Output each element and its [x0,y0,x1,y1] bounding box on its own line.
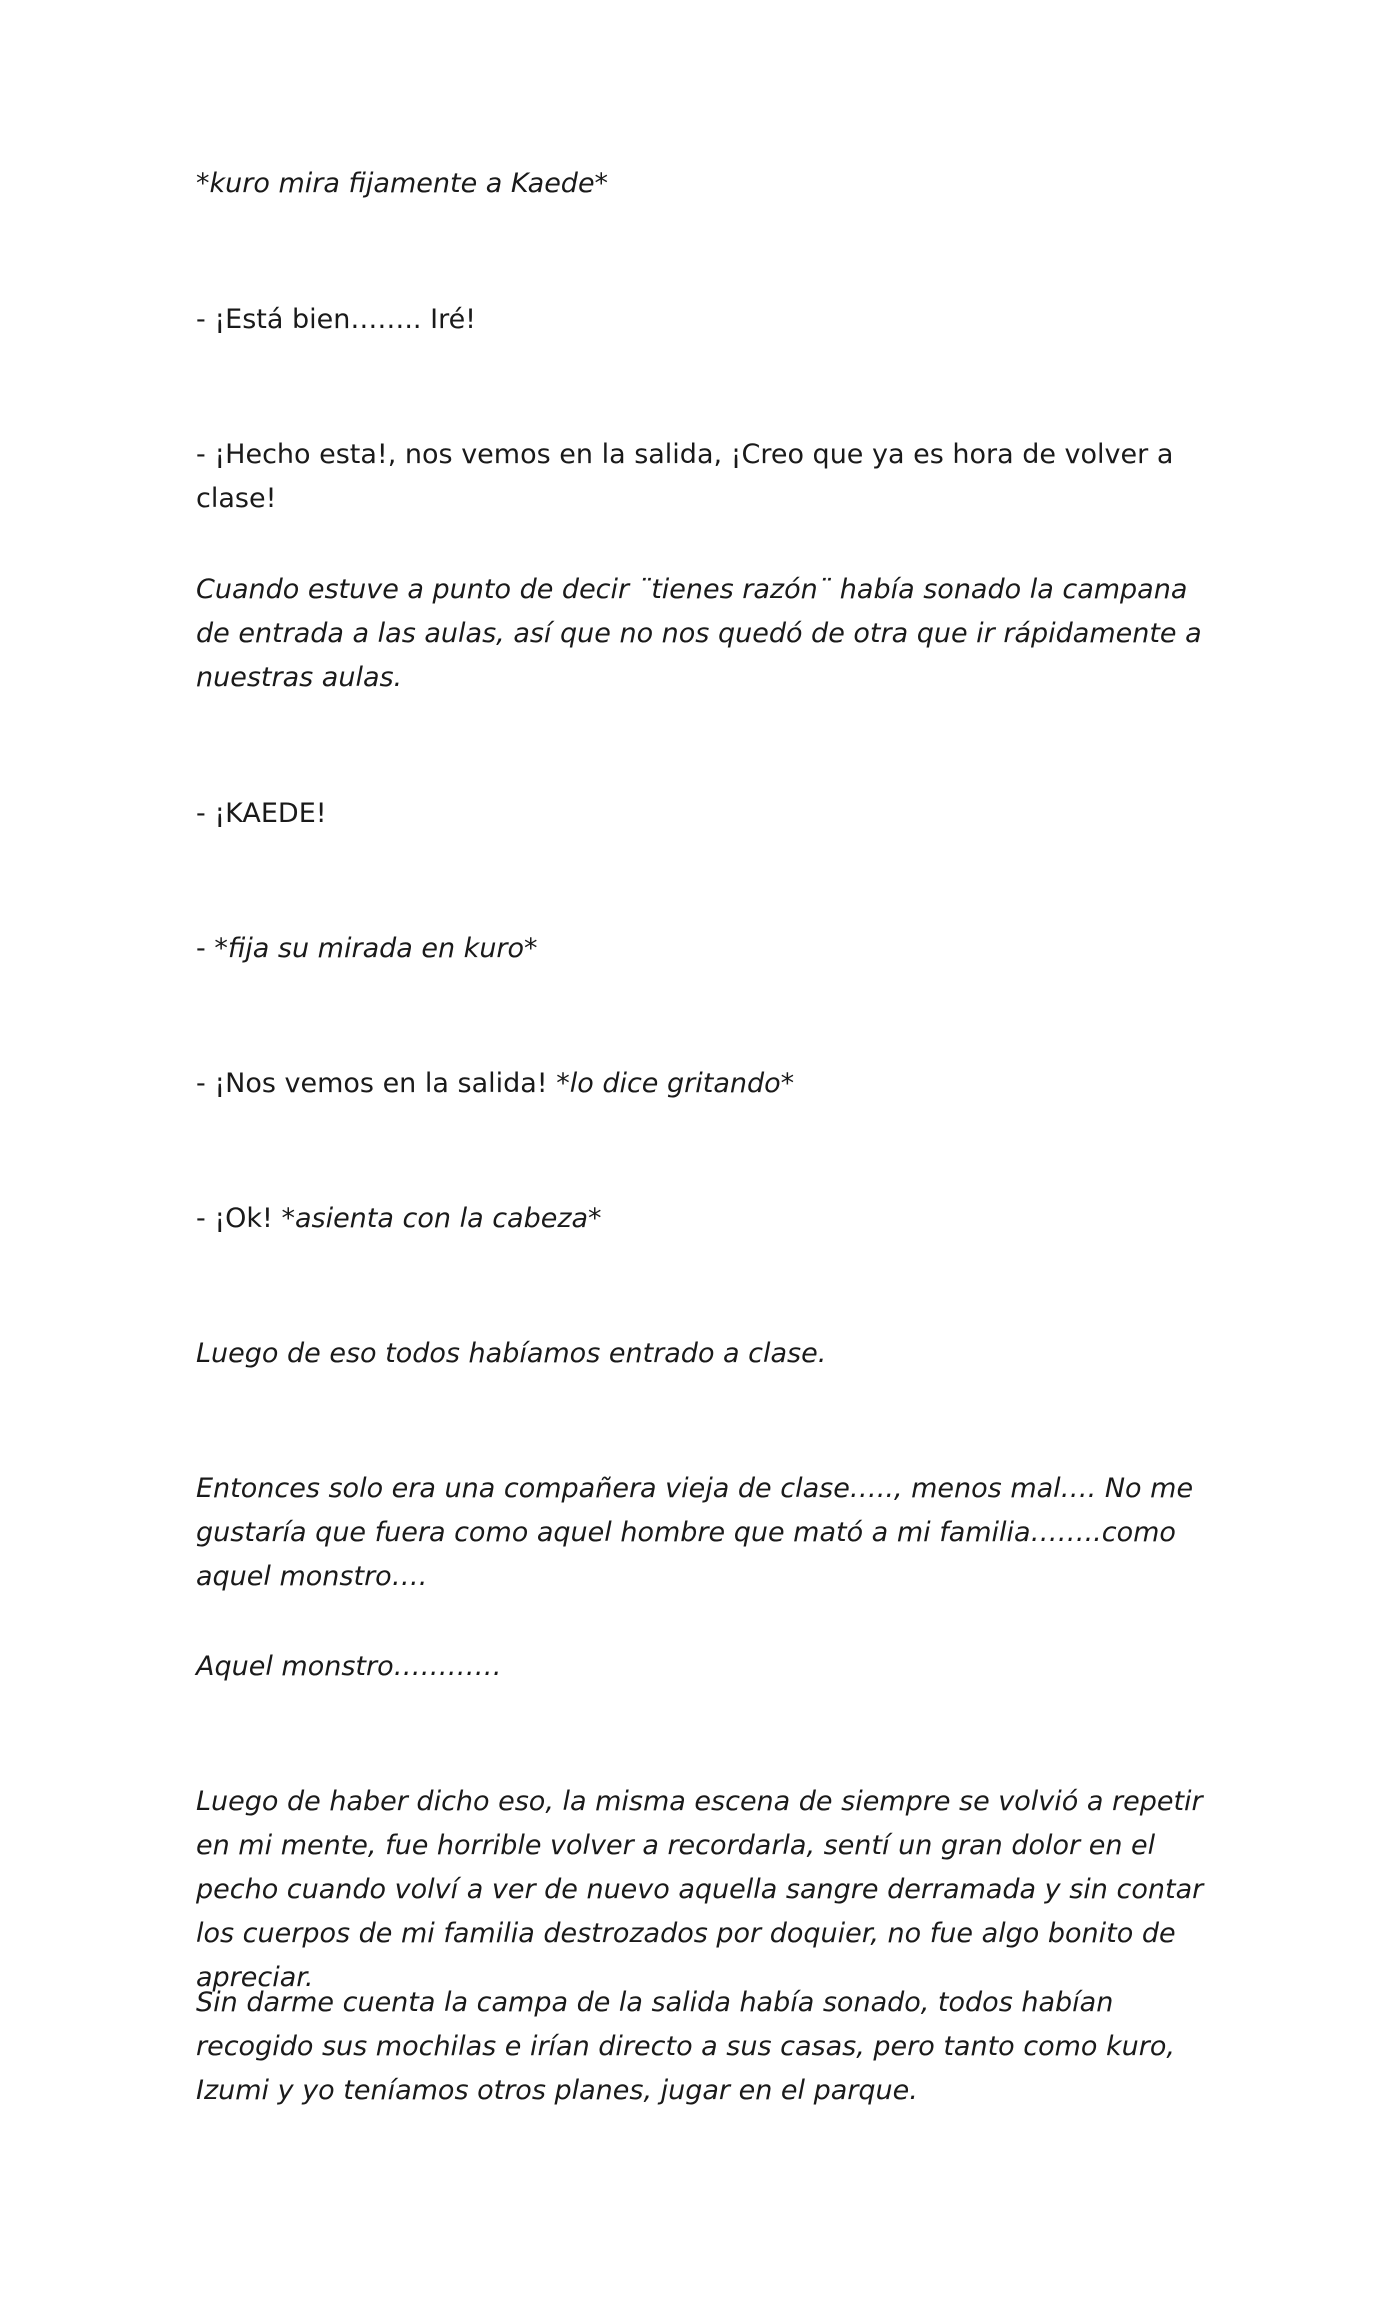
paragraph-1 [196,162,1216,206]
paragraph-7 [196,1062,1216,1106]
paragraph-6 [196,927,1216,971]
paragraph-10 [196,1467,1216,1599]
paragraph-4 [196,568,1216,700]
paragraph-13-text: Sin darme cuenta la campa de la salida había sonado, todos habían recogido sus mochilas e irían directo a sus casas, pero tanto como kuro, Izumi y yo teníamos otros planes, jugar en el parque. [196,1987,1175,2106]
paragraph-8-dialogue: - ¡Ok! [196,1203,282,1234]
paragraph-1-text: *kuro mira fijamente a Kaede* [196,168,609,199]
paragraph-9 [196,1332,1216,1376]
paragraph-3-text: - ¡Hecho esta!, nos vemos en la salida, ¡Creo que ya es hora de volver a clase! [196,439,1174,514]
paragraph-8-action: *asienta con la cabeza* [281,1203,602,1234]
paragraph-2-text: - ¡Está bien…….. Iré! [196,304,477,335]
paragraph-12-text: Luego de haber dicho eso, la misma escena de siempre se volvió a repetir en mi mente, fue horrible volver a recordarla, sentí un gran dolor en el pecho cuando volví a ver de nuevo aquella sangre derramada y sin contar los cuerpos de mi familia destrozados por doquier, no fue algo bonito de apreciar. [196,1786,1204,1993]
paragraph-13 [196,1981,1216,2113]
paragraph-11 [196,1645,1216,1689]
paragraph-11-text: Aquel monstro………… [196,1651,502,1682]
paragraph-9-text: Luego de eso todos habíamos entrado a clase. [196,1338,827,1369]
paragraph-8 [196,1197,1216,1241]
paragraph-5 [196,792,1216,836]
paragraph-2 [196,298,1216,342]
paragraph-6-action: *fija su mirada en kuro* [214,933,538,964]
paragraph-7-action: *lo dice gritando* [556,1068,795,1099]
paragraph-7-dialogue: - ¡Nos vemos en la salida! [196,1068,557,1099]
paragraph-10-text: Entonces solo era una compañera vieja de clase….., menos mal…. No me gustaría que fuera como aquel hombre que mató a mi familia……..como aquel monstro…. [196,1473,1194,1592]
paragraph-4-text: Cuando estuve a punto de decir ¨tienes razón¨ había sonado la campana de entrada a las aulas, así que no nos quedó de otra que ir rápidamente a nuestras aulas. [196,574,1202,693]
paragraph-3 [196,433,1216,521]
paragraph-5-text: - ¡KAEDE! [196,798,327,829]
paragraph-6-dash: - [196,933,215,964]
paragraph-12 [196,1780,1216,2000]
